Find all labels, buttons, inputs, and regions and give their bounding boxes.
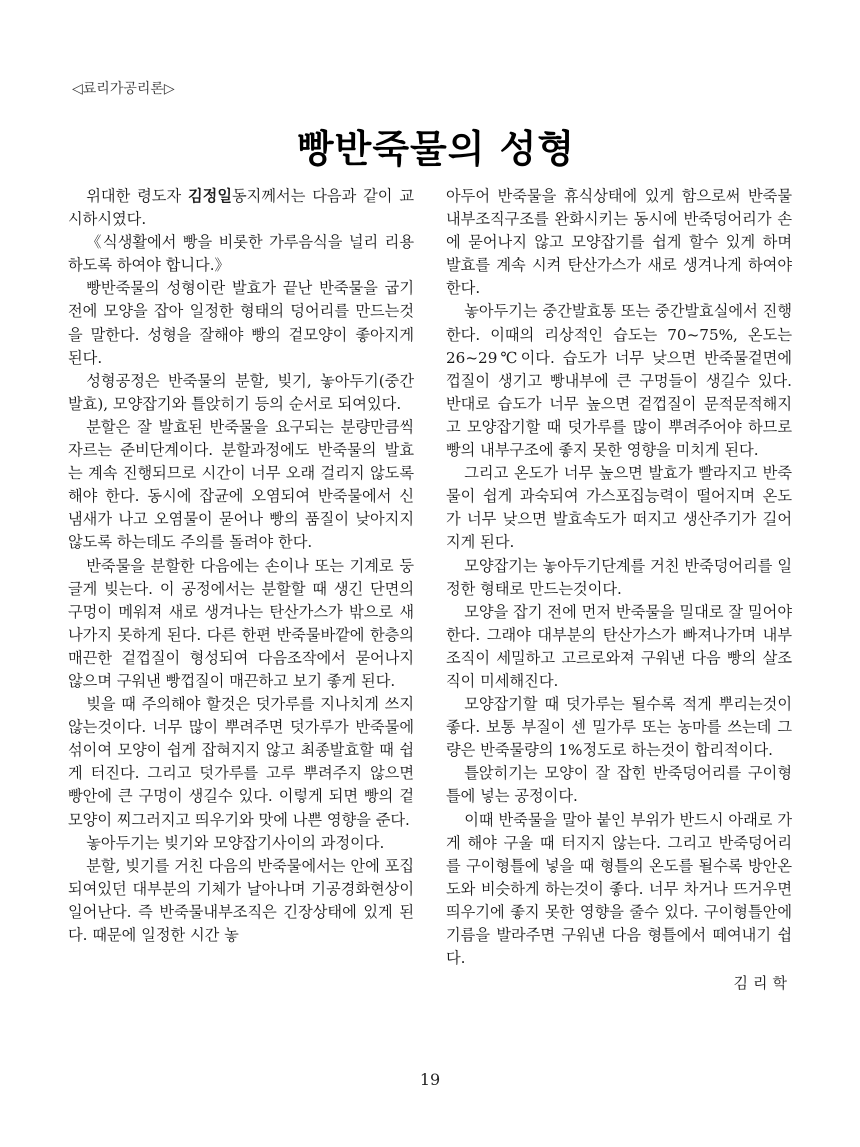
paragraph: 성형공정은 반죽물의 분할, 빚기, 놓아두기(중간발효), 모양잡기와 틀앉히기 등의 순서로 되여있다.: [68, 371, 414, 413]
quotation: 《식생활에서 빵을 비롯한 가루음식을 널리 리용하도록 하여야 합니다.》: [68, 233, 414, 275]
author-name: 김리학: [733, 974, 792, 993]
paragraph: 분할, 빚기를 거친 다음의 반죽물에서는 안에 포집되여있던 대부분의 기체가 날아나며 기공경화현상이 일어난다. 즉 반죽물내부조직은 긴장상태에 있게 된다. 때문에 일정한 시간 놓: [68, 856, 414, 944]
intro-prefix: 위대한 령도자: [86, 187, 188, 205]
paragraph: 모양잡기할 때 덧가루는 될수록 적게 뿌리는것이 좋다. 보통 부질이 센 밀가루 또는 농마를 쓰는데 그 량은 반죽물량의 1%정도로 하는것이 합리적이다.: [446, 695, 792, 760]
article-title: 빵반죽물의 성형: [296, 127, 576, 171]
paragraph: 반죽물을 분할한 다음에는 손이나 또는 기계로 둥글게 빚는다. 이 공정에서는 분할할 때 생긴 단면의 구멍이 메워져 새로 생겨나는 탄산가스가 밖으로 새나가지 못하게 된다. 다른 한편 반죽물바깥에 한층의 매끈한 겉껍질이 형성되여 다음조작에서 묻어나지 않으며 구워낸 빵껍질이 매끈하고 보기 좋게 된다.: [68, 556, 414, 690]
right-column: [446, 185, 792, 995]
paragraph: 이때 반죽물을 말아 붙인 부위가 반드시 아래로 가게 해야 구울 때 터지지 않는다. 그리고 반죽덩어리를 구이형틀에 넣을 때 형틀의 온도를 될수록 방안온도와 비슷하게 하는것이 좋다. 너무 차거나 뜨거우면 띄우기에 좋지 못한 영향을 줄수 있다. 구이형틀안에 기름을 발라주면 구워낸 다음 형틀에서 떼여내기 쉽다.: [446, 810, 792, 968]
leader-name: 김정일: [188, 187, 233, 205]
continued-paragraph: 아두어 반죽물을 휴식상태에 있게 함으로써 반죽물내부조직구조를 완화시키는 동시에 반죽덩어리가 손에 묻어나지 않고 모양잡기를 쉽게 할수 있게 하며 발효를 계속 시켜 탄산가스가 새로 생겨나게 하여야 한다.: [446, 187, 792, 298]
left-column: [68, 185, 414, 947]
page-number: 19: [419, 1070, 441, 1089]
paragraph: 그리고 온도가 너무 높으면 발효가 빨라지고 반죽물이 쉽게 과숙되여 가스포집능력이 떨어지며 온도가 너무 낮으면 발효속도가 떠지고 생산주기가 길어지게 된다.: [446, 464, 792, 552]
paragraph: 놓아두기는 중간발효통 또는 중간발효실에서 진행한다. 이때의 리상적인 습도는 70~75%, 온도는 26~29℃이다. 습도가 너무 낮으면 반죽물겉면에 껍질이 생기고 빵내부에 큰 구멍들이 생길수 있다. 반대로 습도가 너무 높으면 겉껍질이 문적문적해지고 모양잡기할 때 덧가루를 많이 뿌려주어야 하므로 빵의 내부구조에 좋지 못한 영향을 미치게 된다.: [446, 302, 792, 460]
intro-suffix: 동지께서는 다음과 같이 교시하시였다.: [68, 187, 414, 229]
paragraph: 빵반죽물의 성형이란 발효가 끝난 반죽물을 굽기 전에 모양을 잡아 일정한 형태의 덩어리를 만드는것을 말한다. 성형을 잘해야 빵의 겉모양이 좋아지게 된다.: [68, 279, 414, 367]
paragraph: 틀앉히기는 모양이 잘 잡힌 반죽덩어리를 구이형틀에 넣는 공정이다.: [446, 764, 792, 806]
intro-paragraph: [68, 185, 414, 231]
section-label: ◁료리가공리론▷: [72, 81, 175, 97]
paragraph: 놓아두기는 빚기와 모양잡기사이의 과정이다.: [86, 833, 385, 852]
paragraph: 빚을 때 주의해야 할것은 덧가루를 지나치게 쓰지 않는것이다. 너무 많이 뿌려주면 덧가루가 반죽물에 섞이여 모양이 쉽게 잡혀지지 않고 최종발효할 때 쉽게 터진다. 그리고 덧가루를 고루 뿌려주지 않으면 빵안에 큰 구멍이 생길수 있다. 이렇게 되면 빵의 겉모양이 찌그러지고 띄우기와 맛에 나쁜 영향을 준다.: [68, 695, 414, 829]
paragraph: 모양을 잡기 전에 먼저 반죽물을 밀대로 잘 밀어야 한다. 그래야 대부분의 탄산가스가 빠져나가며 내부조직이 세밀하고 고르로와져 구워낸 다음 빵의 살조직이 미세해진다.: [446, 602, 792, 690]
paragraph: 모양잡기는 놓아두기단계를 거친 반죽덩어리를 일정한 형태로 만드는것이다.: [446, 556, 792, 598]
paragraph: 분할은 잘 발효된 반죽물을 요구되는 분량만큼씩 자르는 준비단계이다. 분할과정에도 반죽물의 발효는 계속 진행되므로 시간이 너무 오래 걸리지 않도록 해야 한다. 동시에 잡균에 오염되여 반죽물에서 신 냄새가 나고 오염물이 묻어나 빵의 품질이 낮아지지 않도록 하는데도 주의를 돌려야 한다.: [68, 417, 414, 552]
